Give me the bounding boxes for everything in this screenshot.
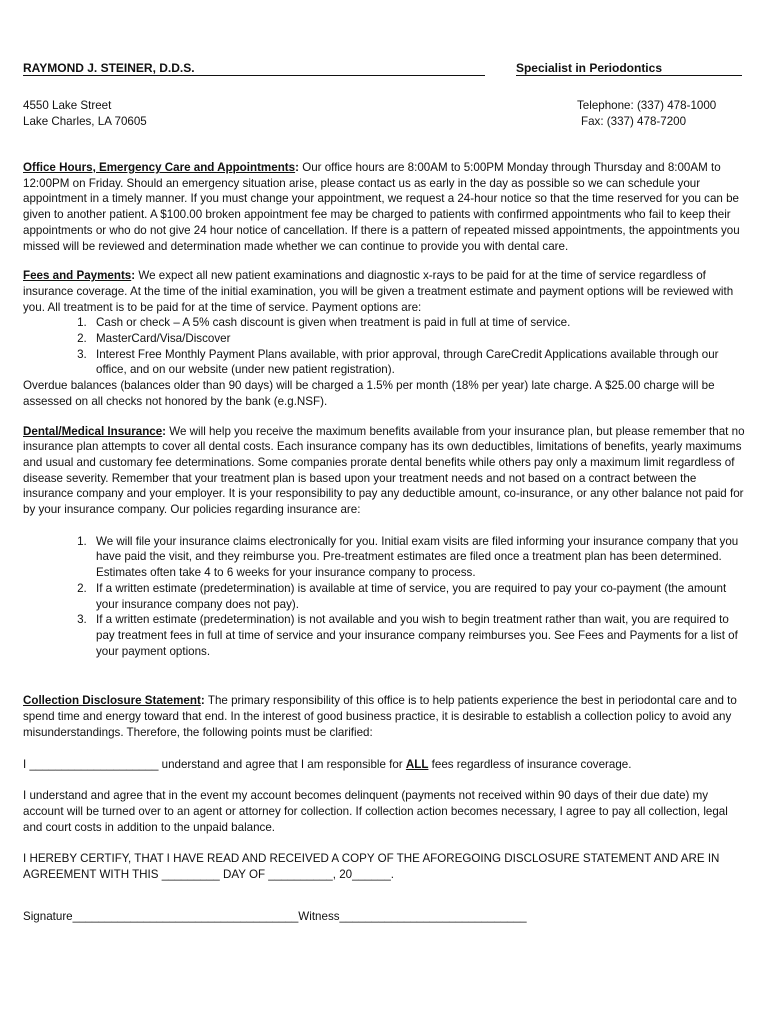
fees-heading: Fees and Payments xyxy=(23,269,132,283)
payment-options-list xyxy=(23,315,747,378)
list-item: 1. Cash or check – A 5% cash discount is given when treatment is paid in full at time of service. xyxy=(90,315,747,331)
fees-section: Fees and Payments: We expect all new patient examinations and diagnostic x-rays to be paid for at the time of service regardless of insurance coverage. At the time of the initial examination, you will be given a treatment estimate and payment options will be reviewed with you. All treatment is to be paid for at the time of service. Payment options are: 1. Cash or check – A 5% cash discount is given when treatment is paid in full at time of service. 2. MasterCard/Visa/Discover 3. Interest Free Monthly Payment Plans available, with prior approval, through CareCredit Applications available through our office, and on our website (under new patient registration). Overdue balances (balances older than 90 days) will be charged a 1.5% per month (18% per year) late charge. A $25.00 charge will be assessed on all checks not honored by the bank (e.g.NSF). xyxy=(23,268,747,409)
address-block xyxy=(23,98,747,130)
insurance-text: We will help you receive the maximum benefits available from your insurance plan, but please remember that no insurance plan attempts to cover all dental costs. Each insurance company has its own deductibles, limitations of benefits, yearly maximums and usual and customary fee determinations. Some companies prorate dental benefits while others pay only a maximum limit regardless of disease severity. Remember that your treatment plan is based upon your treatment needs and not based on a contract between the insurance company and your employer. It is your responsibility to pay any deductible amount, co-insurance, or any other balance not paid for by your insurance company. Our policies regarding insurance are: xyxy=(23,424,745,517)
street: 4550 Lake Street xyxy=(23,99,112,112)
agreement-suffix: fees regardless of insurance coverage. xyxy=(428,757,632,771)
insurance-policies-list xyxy=(23,534,747,660)
certify-text: I HEREBY CERTIFY, THAT I HAVE READ AND RECEIVED A COPY OF THE AFOREGOING DISCLOSURE STATEMENT AND ARE IN AGREEMENT WITH THIS _________ DAY OF __________, 20______. xyxy=(23,852,720,882)
specialty: Specialist in Periodontics xyxy=(516,62,742,76)
office-hours-section: Office Hours, Emergency Care and Appointments: Our office hours are 8:00AM to 5:00PM Monday through Thursday and 8:00AM to 12:00PM on Friday. Should an emergency situation arise, please contact us as early in the day as possible so we can schedule your appointment in a timely manner. If you must change your appointment, we request a 24-hour notice so that the time reserved for you can be given to another patient. A $100.00 broken appointment fee may be charged to patients with confirmed appointments who fail to keep their appointments or who do not give 24 hour notice of cancellation. If there is a pattern of repeated missed appointments, the appointments you missed will be reviewed and determination made whether we can continue to provide you with dental care. xyxy=(23,161,740,253)
collection-heading: Collection Disclosure Statement xyxy=(23,694,201,708)
insurance-section: Dental/Medical Insurance: We will help you receive the maximum benefits available from your insurance plan, but please remember that no insurance plan attempts to cover all dental costs. Each insurance company has its own deductibles, limitations of benefits, yearly maximums and usual and customary fee determinations. Some companies prorate dental benefits while others pay only a maximum limit regardless of disease severity. Remember that your treatment plan is based upon your treatment needs and not based on a contract between the insurance company and your employer. It is your responsibility to pay any deductible amount, co-insurance, or any other balance not paid for by your insurance company. Our policies regarding insurance are: 1. We will file your insurance claims electronically for you. Initial exam visits are filed informing your insurance company that you have paid the visit, and they reimburse you. Pre-treatment estimates are filed once a treatment plan has been determined. Estimates often take 4 to 6 weeks for your insurance company to process. 2. If a written estimate (predetermination) is available at time of service, you are required to pay your co-payment (the amount your insurance company does not pay). 3. If a written estimate (predetermination) is not available and you wish to begin treatment rather than wait, you are required to pay treatment fees in full at time of service and your insurance company reimburses you. See Fees and Payments for a list of your payment options. xyxy=(23,424,747,660)
list-item: 2. If a written estimate (predetermination) is available at time of service, you are required to pay your co-payment (the amount your insurance company does not pay). xyxy=(90,581,747,612)
address-left xyxy=(23,98,147,130)
list-item: 1. We will file your insurance claims electronically for you. Initial exam visits are filed informing your insurance company that you have paid the visit, and they reimburse you. Pre-treatment estimates are filed once a treatment plan has been determined. Estimates often take 4 to 6 weeks for your insurance company to process. xyxy=(90,534,747,581)
list-item: 2. MasterCard/Visa/Discover xyxy=(90,331,747,347)
list-item: 3. If a written estimate (predetermination) is not available and you wish to begin treatment rather than wait, you are required to pay treatment fees in full at time of service and your insurance company reimburses you. See Fees and Payments for a list of your payment options. xyxy=(90,612,747,659)
list-item: 3. Interest Free Monthly Payment Plans available, with prior approval, through CareCredit Applications available through our office, and on our website (under new patient registration). xyxy=(90,347,747,378)
city: Lake Charles, LA 70605 xyxy=(23,115,147,128)
document-page xyxy=(23,62,747,924)
office-hours-text: Our office hours are 8:00AM to 5:00PM Monday through Thursday and 8:00AM to 12:00PM on Friday. Should an emergency situation arise, please contact us as early in the day as possible so we can schedule your appointment in a timely manner. If you must change your appointment, we request a 24-hour notice so that the time reserved for you can be given to another patient. A $100.00 broken appointment fee may be charged to patients with confirmed appointments who fail to keep their appointments or who do not give 24 hour notice of cancellation. If there is a pattern of repeated missed appointments, the appointments you missed will be reviewed and determination made whether we can continue to provide you with dental care. xyxy=(23,161,740,253)
office-hours-heading: Office Hours, Emergency Care and Appointments xyxy=(23,161,296,174)
doctor-name: RAYMOND J. STEINER, D.D.S. xyxy=(23,62,485,76)
fax: Fax: (337) 478-7200 xyxy=(581,115,687,128)
fees-text: We expect all new patient examinations and diagnostic x-rays to be paid for at the time of service regardless of insurance coverage. At the time of the initial examination, you will be given a treatment estimate and payment options will be reviewed with you. All treatment is to be paid for at the time of service. Payment options are: xyxy=(23,269,734,314)
contact-right xyxy=(577,98,747,130)
signature-line: Signature___________________________________Witness_____________________________ xyxy=(23,909,527,923)
overdue-text: Overdue balances (balances older than 90 days) will be charged a 1.5% per month (18% per year) late charge. A $25.00 charge will be assessed on all checks not honored by the bank (e.g.NSF). xyxy=(23,379,715,408)
telephone: Telephone: (337) 478-1000 xyxy=(577,99,717,112)
insurance-heading: Dental/Medical Insurance xyxy=(23,424,163,438)
letterhead xyxy=(23,62,747,76)
all-emphasis: ALL xyxy=(405,757,429,771)
agreement-prefix: I ____________________ understand and agree that I am responsible for xyxy=(23,757,406,771)
collection-text: The primary responsibility of this office is to help patients experience the best in periodontal care and to spend time and energy toward that end. In the interest of good business practice, it is desirable to establish a collection policy to avoid any misunderstandings. Therefore, the following points must be clarified: xyxy=(23,694,737,739)
delinquent-text: I understand and agree that in the event my account becomes delinquent (payments not received within 90 days of their due date) my account will be turned over to an agent or attorney for collection. If collection action becomes necessary, I agree to pay all collection, legal and court costs in addition to the unpaid balance. xyxy=(23,789,728,834)
collection-section: Collection Disclosure Statement: The primary responsibility of this office is to help patients experience the best in periodontal care and to spend time and energy toward that end. In the interest of good business practice, it is desirable to establish a collection policy to avoid any misunderstandings. Therefore, the following points must be clarified: I ____________________ understand and agree that I am responsible for ALL fees regardless of insurance coverage. I understand and agree that in the event my account becomes delinquent (payments not received within 90 days of their due date) my account will be turned over to an agent or attorney for collection. If collection action becomes necessary, I agree to pay all collection, legal and court costs in addition to the unpaid balance. I HEREBY CERTIFY, THAT I HAVE READ AND RECEIVED A COPY OF THE AFOREGOING DISCLOSURE STATEMENT AND ARE IN AGREEMENT WITH THIS _________ DAY OF __________, 20______. Signature___________________________________Witness_____________________________ xyxy=(23,693,747,924)
agreement-line xyxy=(23,757,747,773)
